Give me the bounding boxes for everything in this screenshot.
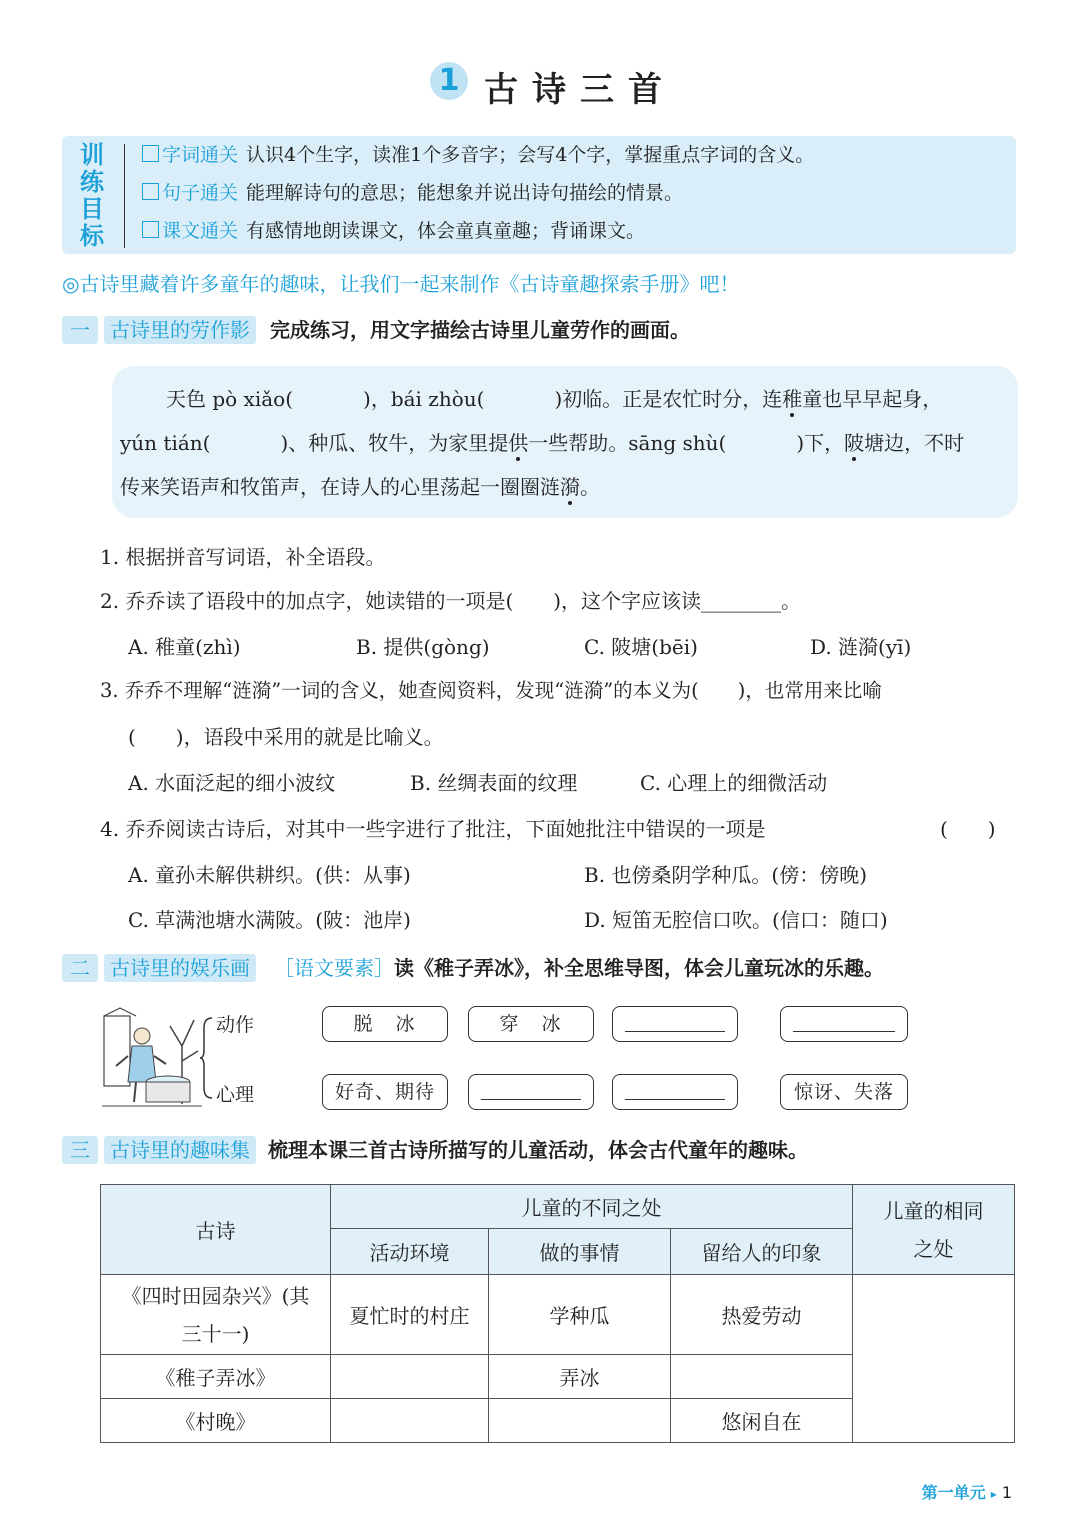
section3-number: 三 xyxy=(62,1136,98,1164)
mind-box: 好奇、期待 xyxy=(322,1074,448,1110)
header-impression: 留给人的印象 xyxy=(671,1229,853,1275)
section3-desc: 梳理本课三首古诗所描写的儿童活动，体会古代童年的趣味。 xyxy=(268,1138,808,1162)
cell-impression: 悠闲自在 xyxy=(671,1399,853,1443)
goals-divider xyxy=(124,144,125,248)
section1-name: 古诗里的劳作影 xyxy=(104,316,256,344)
question-3: 3. 乔乔不理解“涟漪”一词的含义，她查阅资料，发现“涟漪”的本义为( )，也常用来比喻 xyxy=(100,679,882,702)
cell-environment: 夏忙时的村庄 xyxy=(331,1275,489,1355)
unit-label: 第一单元 xyxy=(921,1483,986,1502)
question-2: 2. 乔乔读了语段中的加点字，她读错的一项是( )，这个字应该读________。 xyxy=(100,589,802,613)
summary-table xyxy=(100,1184,1015,1443)
passage-line: 天色 pò xiǎo( )，bái zhòu( )初临。正是农忙时分，连稚童也早早起身， xyxy=(166,387,943,411)
label-mind: 心理 xyxy=(216,1084,255,1106)
table-row xyxy=(101,1275,1015,1355)
action-input[interactable] xyxy=(612,1006,738,1042)
checkbox-icon[interactable] xyxy=(142,183,159,200)
section1-desc: 完成练习，用文字描绘古诗里儿童劳作的画面。 xyxy=(270,318,690,342)
action-input[interactable] xyxy=(780,1006,908,1042)
header-similarities: 儿童的相同之处 xyxy=(853,1185,1015,1275)
goal-text: 有感情地朗读课文，体会童真童趣；背诵课文。 xyxy=(246,220,646,242)
label-action: 动作 xyxy=(216,1014,255,1036)
mind-input[interactable] xyxy=(468,1074,594,1110)
header-activity: 做的事情 xyxy=(489,1229,671,1275)
option[interactable]: B. 丝绸表面的纹理 xyxy=(410,771,578,795)
cell-poem: 《四时田园杂兴》(其三十一) xyxy=(101,1275,331,1355)
cell-activity: 学种瓜 xyxy=(489,1275,671,1355)
section2-desc: ［语文要素］读《稚子弄冰》，补全思维导图，体会儿童玩冰的乐趣。 xyxy=(274,956,884,980)
mind-box: 惊讶、失落 xyxy=(780,1074,908,1110)
option[interactable]: C. 草满池塘水满陂。(陂：池岸) xyxy=(128,908,411,932)
section2-name: 古诗里的娱乐画 xyxy=(104,954,256,982)
page-number: 1 xyxy=(1001,1483,1012,1502)
question-4: 4. 乔乔阅读古诗后，对其中一些字进行了批注，下面她批注中错误的一项是 xyxy=(100,817,766,841)
goal-text: 认识4个生字，读准1个多音字；会写4个字，掌握重点字词的含义。 xyxy=(246,144,815,166)
checkbox-icon[interactable] xyxy=(142,221,159,238)
passage-line: yún tián( )、种瓜、牧牛，为家里提供一些帮助。sāng shù( )下，陂塘边，不时 xyxy=(120,431,965,455)
cell-environment[interactable] xyxy=(331,1355,489,1399)
option[interactable]: C. 心理上的细微活动 xyxy=(640,771,828,795)
goal-row xyxy=(142,140,814,170)
option[interactable]: B. 也傍桑阴学种瓜。(傍：傍晚) xyxy=(584,863,868,887)
question-1: 1. 根据拼音写词语，补全语段。 xyxy=(100,545,386,569)
child-illustration xyxy=(102,1006,202,1110)
option[interactable]: D. 涟漪(yī) xyxy=(810,635,912,659)
option[interactable]: A. 水面泛起的细小波纹 xyxy=(128,771,336,795)
cell-activity[interactable] xyxy=(489,1399,671,1443)
header-differences: 儿童的不同之处 xyxy=(331,1185,853,1229)
section3-name: 古诗里的趣味集 xyxy=(104,1136,256,1164)
question-3-cont: ( )，语段中采用的就是比喻义。 xyxy=(128,725,444,749)
option[interactable]: A. 童孙未解供耕织。(供：从事) xyxy=(128,863,411,887)
cell-similarities[interactable] xyxy=(853,1275,1015,1443)
page-footer xyxy=(922,1480,1012,1503)
mind-input[interactable] xyxy=(612,1074,738,1110)
option[interactable]: C. 陂塘(bēi) xyxy=(584,635,698,659)
cell-activity: 弄冰 xyxy=(489,1355,671,1399)
page-title: 古诗三首 xyxy=(484,70,676,110)
cell-impression[interactable] xyxy=(671,1355,853,1399)
goal-text: 能理解诗句的意思；能想象并说出诗句描绘的情景。 xyxy=(246,182,684,204)
cell-poem: 《稚子弄冰》 xyxy=(101,1355,331,1399)
option[interactable]: A. 稚童(zhì) xyxy=(128,635,241,659)
checkbox-icon[interactable] xyxy=(142,145,159,162)
header-poem: 古诗 xyxy=(101,1185,331,1275)
goal-row xyxy=(142,178,683,208)
intro-text: ◎古诗里藏着许多童年的趣味，让我们一起来制作《古诗童趣探索手册》吧！ xyxy=(62,272,740,296)
goal-category[interactable]: 字词通关 xyxy=(142,144,238,166)
chevron-right-icon: ▸ xyxy=(990,1487,997,1501)
goal-category[interactable]: 课文通关 xyxy=(142,220,238,242)
goal-row xyxy=(142,216,645,246)
header-environment: 活动环境 xyxy=(331,1229,489,1275)
option[interactable]: B. 提供(gòng) xyxy=(356,635,490,659)
cell-poem: 《村晚》 xyxy=(101,1399,331,1443)
action-box: 穿 冰 xyxy=(468,1006,594,1042)
goal-category[interactable]: 句子通关 xyxy=(142,182,238,204)
option[interactable]: D. 短笛无腔信口吹。(信口：随口) xyxy=(584,908,888,932)
cell-environment[interactable] xyxy=(331,1399,489,1443)
brace-icon xyxy=(200,1016,214,1100)
lesson-number: 1 xyxy=(430,62,468,100)
action-box: 脱 冰 xyxy=(322,1006,448,1042)
passage-line: 传来笑语声和牧笛声，在诗人的心里荡起一圈圈涟漪。 xyxy=(120,475,600,499)
answer-paren[interactable]: ( ) xyxy=(940,817,996,841)
cell-impression: 热爱劳动 xyxy=(671,1275,853,1355)
goals-label: 训练目标 xyxy=(80,141,104,250)
section2-number: 二 xyxy=(62,954,98,982)
section1-number: 一 xyxy=(62,316,98,344)
